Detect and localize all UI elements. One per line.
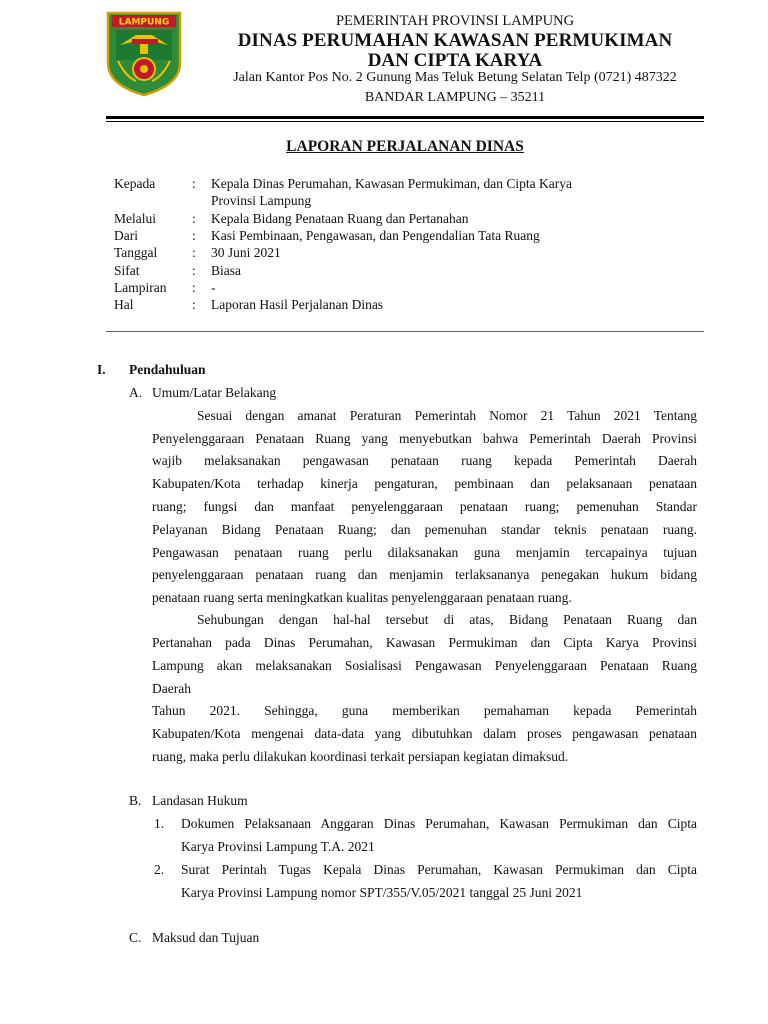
meta-colon: : bbox=[192, 211, 196, 226]
header-divider-thick bbox=[106, 116, 704, 119]
meta-label-hal: Hal bbox=[114, 297, 134, 312]
header-agency-name-line2: DAN CIPTA KARYA bbox=[367, 50, 543, 71]
header-government-name: PEMERINTAH PROVINSI LAMPUNG bbox=[335, 13, 575, 29]
paragraph-line: Daerah bbox=[152, 681, 191, 696]
meta-colon: : bbox=[192, 228, 196, 243]
section-number: I. bbox=[97, 362, 106, 377]
list-item-text: Surat Perintah Tugas Kepala Dinas Perumahan, Kawasan Permukiman dan Cipta bbox=[181, 862, 697, 877]
header-city: BANDAR LAMPUNG – 35211 bbox=[364, 90, 546, 105]
meta-value-tanggal: 30 Juni 2021 bbox=[211, 245, 281, 260]
subsection-title-b: Landasan Hukum bbox=[152, 793, 248, 808]
list-item-text: Dokumen Pelaksanaan Anggaran Dinas Perumahan, Kawasan Permukiman dan Cipta bbox=[181, 816, 697, 831]
lampung-emblem-logo bbox=[106, 11, 182, 97]
meta-value-dari: Kasi Pembinaan, Pengawasan, dan Pengendalian Tata Ruang bbox=[211, 228, 540, 243]
header-divider-thin bbox=[106, 121, 704, 122]
paragraph-line: Kabupaten/Kota terhadap kinerja pengaturan, pembinaan dan pelaksanaan penataan bbox=[152, 476, 697, 491]
paragraph-line: Sesuai dengan amanat Peraturan Pemerintah Nomor 21 Tahun 2021 Tentang bbox=[197, 408, 697, 423]
meta-colon: : bbox=[192, 245, 196, 260]
paragraph-line: Pengawasan penataan ruang perlu dilaksanakan guna menjamin tercapainya tujuan bbox=[152, 545, 697, 560]
paragraph-line: Pelayanan Bidang Penataan Ruang; dan pemenuhan standar teknis penataan ruang. bbox=[152, 522, 697, 537]
paragraph-line: Penyelenggaraan Penataan Ruang yang menyebutkan bahwa Pemerintah Daerah Provinsi bbox=[152, 431, 697, 446]
section-title: Pendahuluan bbox=[129, 362, 206, 377]
list-item-number: 2. bbox=[154, 862, 165, 877]
document-title: LAPORAN PERJALANAN DINAS bbox=[286, 138, 524, 155]
paragraph-line: wajib melaksanakan pengawasan penataan ruang kepada Pemerintah Daerah bbox=[152, 453, 697, 468]
subsection-letter-a: A. bbox=[129, 385, 143, 400]
meta-colon: : bbox=[192, 263, 196, 278]
svg-text:LAMPUNG: LAMPUNG bbox=[118, 17, 170, 28]
meta-value-kepada: Kepala Dinas Perumahan, Kawasan Permukiman, dan Cipta Karya bbox=[211, 176, 573, 191]
meta-value-lampiran: - bbox=[211, 280, 216, 295]
paragraph-line: Sehubungan dengan hal-hal tersebut di atas, Bidang Penataan Ruang dan bbox=[197, 612, 697, 627]
meta-label-melalui: Melalui bbox=[114, 211, 156, 226]
paragraph-line: Pertanahan pada Dinas Perumahan, Kawasan Permukiman dan Cipta Karya Provinsi bbox=[152, 635, 697, 650]
meta-label-kepada: Kepada bbox=[114, 176, 156, 191]
subsection-letter-b: B. bbox=[129, 793, 142, 808]
meta-value-kepada-line2: Provinsi Lampung bbox=[211, 193, 312, 208]
meta-label-sifat: Sifat bbox=[114, 263, 140, 278]
meta-label-lampiran: Lampiran bbox=[114, 280, 167, 295]
subsection-title-c: Maksud dan Tujuan bbox=[152, 930, 260, 945]
list-item-number: 1. bbox=[154, 816, 165, 831]
paragraph-line: penataan ruang serta meningkatkan kualitas penyelenggaraan penataan ruang. bbox=[152, 590, 572, 605]
paragraph-line: penyelenggaraan penataan ruang dan menjamin terlaksananya penegakan hukum bidang bbox=[152, 567, 697, 582]
meta-value-melalui: Kepala Bidang Penataan Ruang dan Pertanahan bbox=[211, 211, 469, 226]
header-address: Jalan Kantor Pos No. 2 Gunung Mas Teluk Betung Selatan Telp (0721) 487322 bbox=[233, 70, 677, 85]
paragraph-line: ruang, maka perlu dilakukan koordinasi terkait persiapan kegiatan dimaksud. bbox=[152, 749, 569, 764]
paragraph-line: Lampung akan melaksanakan Sosialisasi Pengawasan Penyelenggaraan Penataan Ruang bbox=[152, 658, 697, 673]
paragraph-line: Tahun 2021. Sehingga, guna memberikan pemahaman kepada Pemerintah bbox=[152, 703, 697, 718]
meta-colon: : bbox=[192, 176, 196, 191]
meta-colon: : bbox=[192, 280, 196, 295]
paragraph-line: ruang; fungsi dan manfaat penyelenggaraan penataan ruang; pemenuhan Standar bbox=[152, 499, 697, 514]
meta-label-dari: Dari bbox=[114, 228, 138, 243]
list-item-text-line2: Karya Provinsi Lampung nomor SPT/355/V.05/2021 tanggal 25 Juni 2021 bbox=[181, 885, 583, 900]
subsection-letter-c: C. bbox=[129, 930, 142, 945]
list-item-text-line2: Karya Provinsi Lampung T.A. 2021 bbox=[181, 839, 375, 854]
subsection-title-a: Umum/Latar Belakang bbox=[152, 385, 277, 400]
meta-colon: : bbox=[192, 297, 196, 312]
meta-value-sifat: Biasa bbox=[211, 263, 241, 278]
header-agency-name: DINAS PERUMAHAN KAWASAN PERMUKIMAN bbox=[237, 30, 673, 51]
meta-label-tanggal: Tanggal bbox=[114, 245, 158, 260]
meta-value-hal: Laporan Hasil Perjalanan Dinas bbox=[211, 297, 384, 312]
paragraph-line: Kabupaten/Kota mengenai data-data yang dibutuhkan dalam proses pengawasan penataan bbox=[152, 726, 697, 741]
meta-divider bbox=[106, 331, 704, 332]
